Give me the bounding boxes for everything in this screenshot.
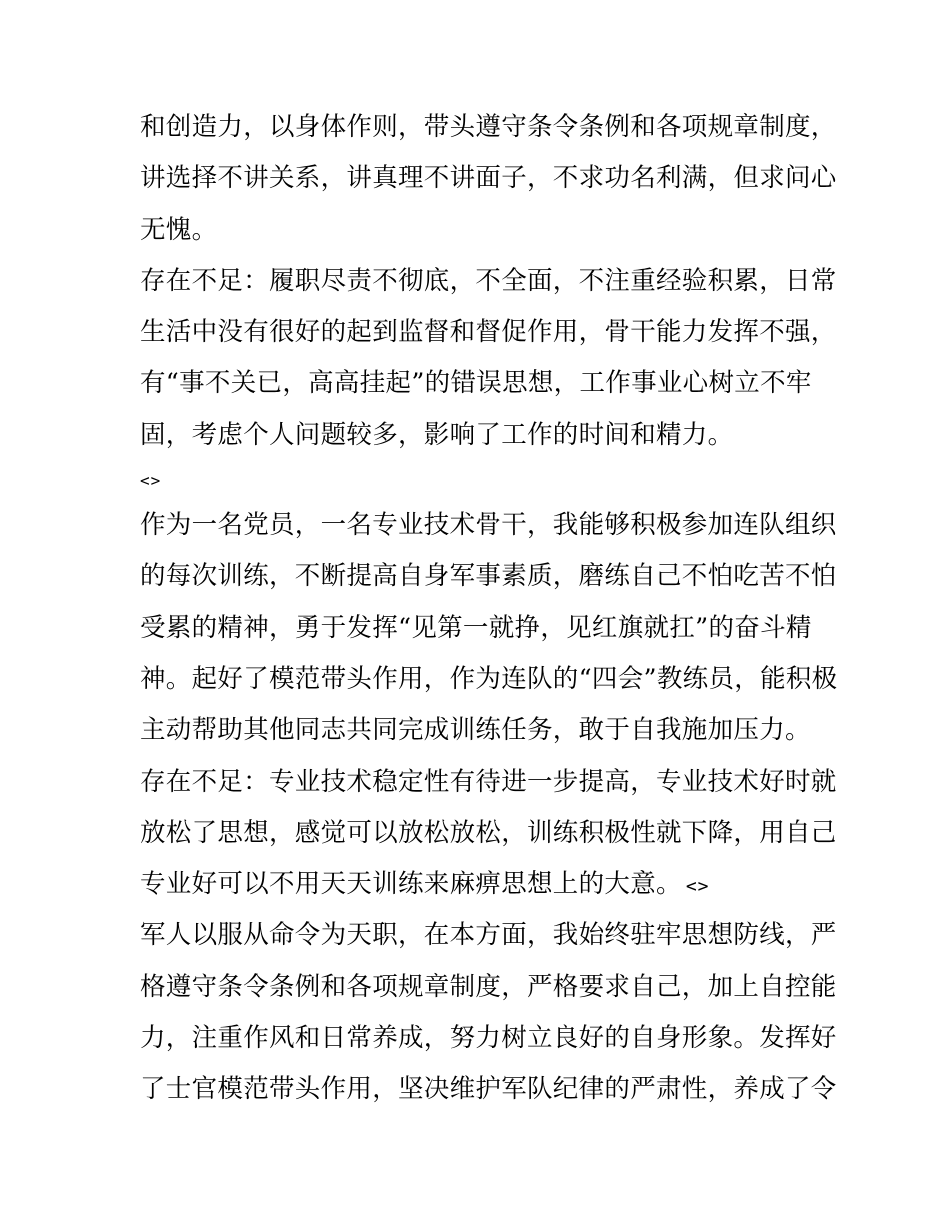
inline-section-marker: <> [685, 876, 710, 898]
text-line: 专业好可以不用天天训练来麻痹思想上的大意。 [140, 869, 682, 900]
text-line: 固，考虑个人问题较多，影响了工作的时间和精力。 [140, 419, 734, 450]
section-marker: <> [140, 471, 162, 491]
text-line: 神。起好了模范带头作用，作为连队的“四会”教练员，能积极 [140, 663, 838, 694]
text-line: 军人以服从命令为天职，在本方面，我始终驻牢思想防线，严 [140, 920, 837, 951]
text-line: 受累的精神，勇于发挥“见第一就挣，见红旗就扛”的奋斗精 [140, 612, 812, 643]
text-line: 生活中没有很好的起到监督和督促作用，骨干能力发挥不强， [140, 317, 837, 348]
text-line: 格遵守条令条例和各项规章制度，严格要求自己，加上自控能 [140, 971, 837, 1002]
text-line: 了士官模范带头作用，坚决维护军队纪律的严肃性，养成了令 [140, 1074, 837, 1105]
text-line: 主动帮助其他同志共同完成训练任务，敢于自我施加压力。 [140, 715, 811, 746]
text-line-with-marker [140, 859, 820, 910]
text-line: 无愧。 [140, 214, 218, 245]
text-line: 放松了思想，感觉可以放松放松，训练积极性就下降，用自己 [140, 817, 837, 848]
text-line: 的每次训练，不断提高自身军事素质，磨练自己不怕吃苦不怕 [140, 561, 837, 592]
text-line: 存在不足：专业技术稳定性有待进一步提高，专业技术好时就 [140, 766, 837, 797]
text-line: 存在不足：履职尽责不彻底，不全面，不注重经验积累，日常 [140, 265, 837, 296]
document-page [140, 102, 838, 1116]
text-line: 作为一名党员，一名专业技术骨干，我能够积极参加连队组织 [140, 510, 837, 541]
text-line: 和创造力，以身体作则，带头遵守条令条例和各项规章制度， [140, 112, 837, 142]
text-line: 讲选择不讲关系，讲真理不讲面子，不求功名利满，但求问心 [140, 163, 837, 194]
text-line: 力，注重作风和日常养成，努力树立良好的自身形象。发挥好 [140, 1023, 837, 1054]
text-line: 有“事不关已，高高挂起”的错误思想，工作事业心树立不牢 [140, 368, 812, 399]
